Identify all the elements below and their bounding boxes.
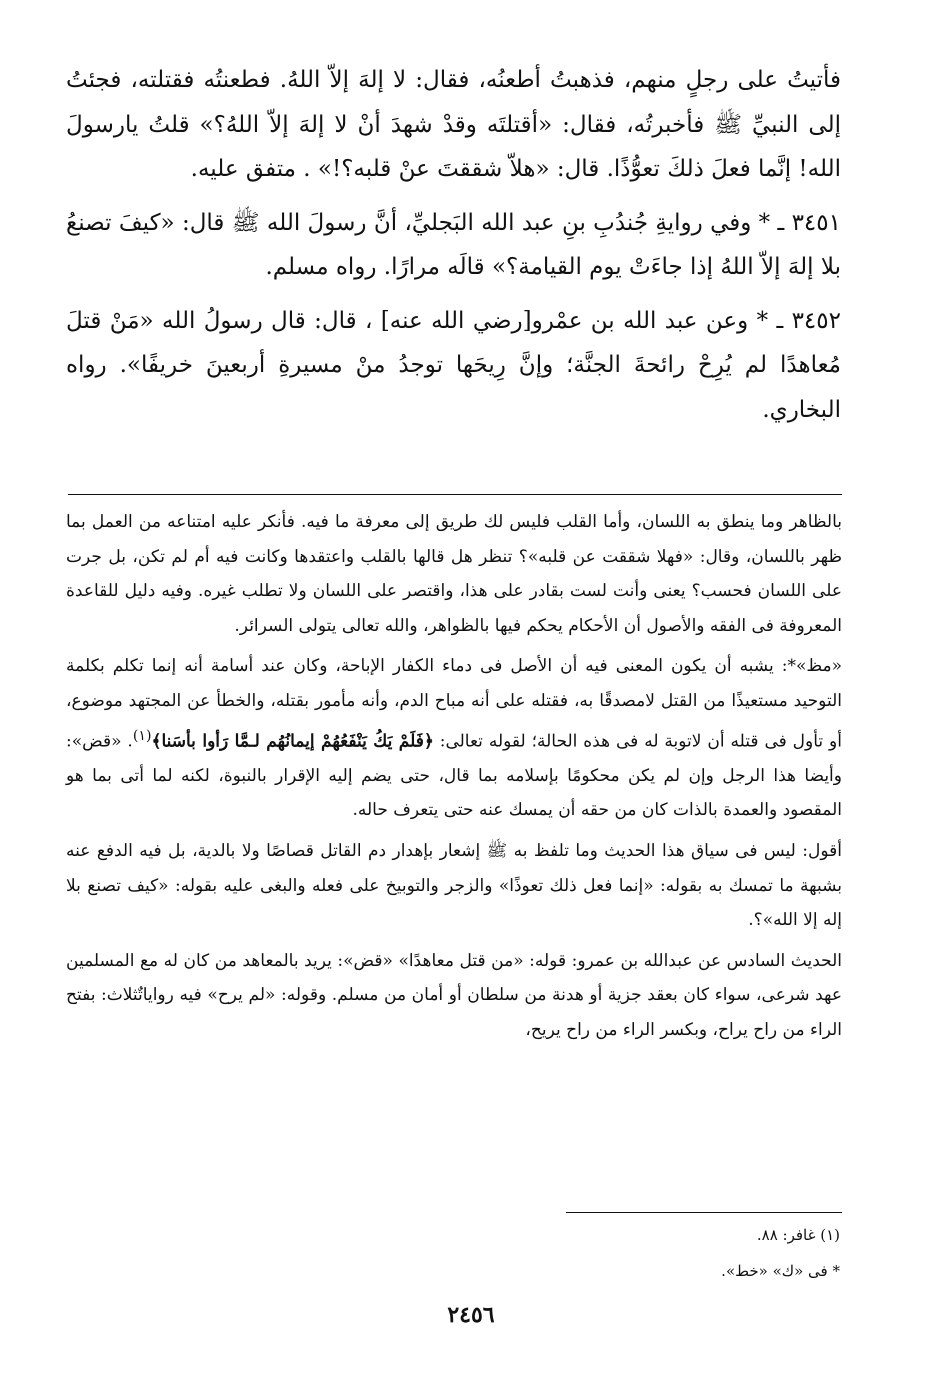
footnote: * فى «ك» «خط». — [721, 1262, 840, 1280]
footnote: (١) غافر: ٨٨. — [756, 1226, 840, 1244]
hadith-paragraph: فأتيتُ على رجلٍ منهم، فذهبتُ أطعنُه، فقال: لا إلهَ إلاّ اللهُ. فطعنتُه فقتلته، فجئتُ إلى النبيِّ ﷺ فأخبرتُه، فقال: «أقتلتَه وقدْ شهدَ أنْ لا إلهَ إلاّ اللهُ؟» قلتُ يارسولَ الله! إنَّما فعلَ ذلكَ تعوُّذًا. قال: «هلاّ شققتَ عنْ قلبه؟!» . متفق عليه. — [66, 67, 841, 182]
main-hadith-text — [66, 58, 841, 441]
commentary-paragraph: الحديث السادس عن عبدالله بن عمرو: قوله: «من قتل معاهدًا» «قض»: يريد بالمعاهد من كان له مع المسلمين عهد شرعى، سواء كان بعقد جزية أو هدنة من سلطان أو أمان من مسلم. وقوله: «لم يرح» فيه رواياتٌثلاث: بفتح الراء من راح يراح، وبكسر الراء من راح يريح، — [66, 950, 842, 1040]
footnote-ref: (١) — [132, 727, 152, 744]
page-number: ٢٤٥٦ — [447, 1302, 495, 1328]
commentary-section — [66, 505, 842, 1048]
commentary-paragraph — [66, 649, 842, 828]
commentary-text: «مظ»*: يشبه أن يكون المعنى فيه أن الأصل فى دماء الكفار الإباحة، وكان عند أسامة أنه إنما تكلم بكلمة التوحيد مستعيذًا من القتل لامصدقًا به، فقتله على أنه مباح الدم، وأنه مأمور بقتله، والخطأ عن المجتهد موضوع، أو تأول فى قتله أن لاتوبة له فى هذه الحالة؛ لقوله تعالى: — [66, 656, 842, 752]
footnote-divider — [566, 1212, 842, 1213]
commentary-text: . «قض»: وأيضا هذا الرجل وإن لم يكن محكومًا بإسلامه بما قال، حتى يضم إليه الإقرار بالنبوة، لكنه لما أتى بما هو المقصود والعمدة بالذات كان من حقه أن يمسك عنه حتى يتعرف حاله. — [66, 731, 842, 821]
hadith-paragraph: ٣٤٥١ ـ * وفي روايةِ جُندُبِ بنِ عبد الله البَجليِّ، أنَّ رسولَ الله ﷺ قال: «كيفَ تصنعُ بلا إلهَ إلاّ اللهُ إذا جاءَتْ يوم القيامة؟» قالَه مرارًا. رواه مسلم. — [66, 209, 841, 280]
commentary-paragraph: بالظاهر وما ينطق به اللسان، وأما القلب فليس لك طريق إلى معرفة ما فيه. فأنكر عليه امتناعه من العمل بما ظهر باللسان، وقال: «فهلا شققت عن قلبه»؟ تنظر هل قالها بالقلب واعتقدها وكانت فيه أم لم تكن، بل جرت على اللسان فحسب؟ يعنى وأنت لست بقادر على هذا، واقتصر على اللسان ولا تطلب غيره. وفيه دليل للقاعدة المعروفة فى الفقه والأصول أن الأحكام يحكم فيها بالظواهر، والله تعالى يتولى السرائر. — [66, 512, 842, 636]
commentary-paragraph: أقول: ليس فى سياق هذا الحديث وما تلفظ به ﷺ إشعار بإهدار دم القاتل قصاصًا ولا بالدية، بل فيه الدفع عنه بشبهة ما تمسك به بقوله: «إنما فعل ذلك تعوذًا» والزجر والتوبيخ على فعله والبغى عليه بقوله: «كيف تصنع بلا إله إلا الله»؟. — [66, 841, 842, 931]
hadith-paragraph: ٣٤٥٢ ـ * وعن عبد الله بن عمْرو[رضي الله عنه] ، قال: قال رسولُ الله «مَنْ قتلَ مُعاهدًا لم يُرِحْ رائحةَ الجنَّة؛ وإنَّ رِيحَها توجدُ منْ مسيرةِ أربعينَ خريفًا». رواه البخاري. — [66, 307, 841, 423]
quran-verse: ﴿فَلَمْ يَكُ يَنْفَعُهُمْ إيمانُهُم لـمَّا رَأوا بأسَنا﴾ — [151, 731, 434, 752]
section-divider — [68, 494, 842, 495]
